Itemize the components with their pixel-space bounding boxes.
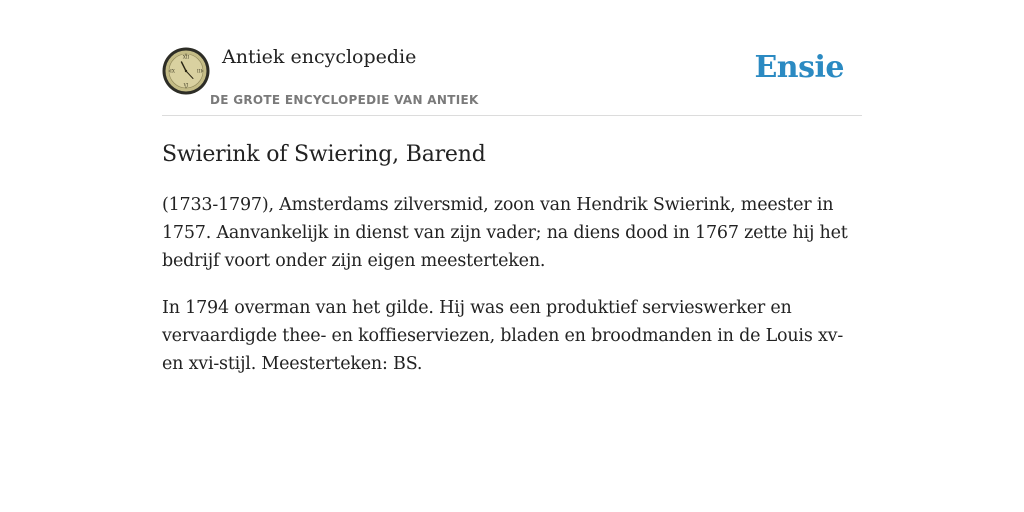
site-header xyxy=(162,44,862,116)
clock-icon[interactable] xyxy=(162,47,210,95)
brand-logo-link[interactable]: Ensie xyxy=(754,50,844,85)
svg-text:IX: IX xyxy=(170,68,175,74)
article-title: Swierink of Swiering, Barend xyxy=(162,142,486,167)
svg-text:III: III xyxy=(197,68,202,74)
article-paragraph-2: In 1794 overman van het gilde. Hij was een produktief servieswerker en vervaardigde thee- en koffieserviezen, bladen en broodmanden in de Louis xv- en xvi-stijl. Meesterteken: BS. xyxy=(162,298,844,374)
article xyxy=(162,140,852,378)
site-subtitle: DE GROTE ENCYCLOPEDIE VAN ANTIEK xyxy=(210,93,479,107)
svg-text:VI: VI xyxy=(183,82,189,88)
article-paragraph-1: (1733-1797), Amsterdams zilversmid, zoon van Hendrik Swierink, meester in 1757. Aanvankelijk in dienst van zijn vader; na diens dood in 1767 zette hij het bedrijf voort onder zijn eigen meesterteken. xyxy=(162,195,848,271)
site-title-link[interactable]: Antiek encyclopedie xyxy=(222,46,417,68)
svg-text:XII: XII xyxy=(182,54,190,60)
